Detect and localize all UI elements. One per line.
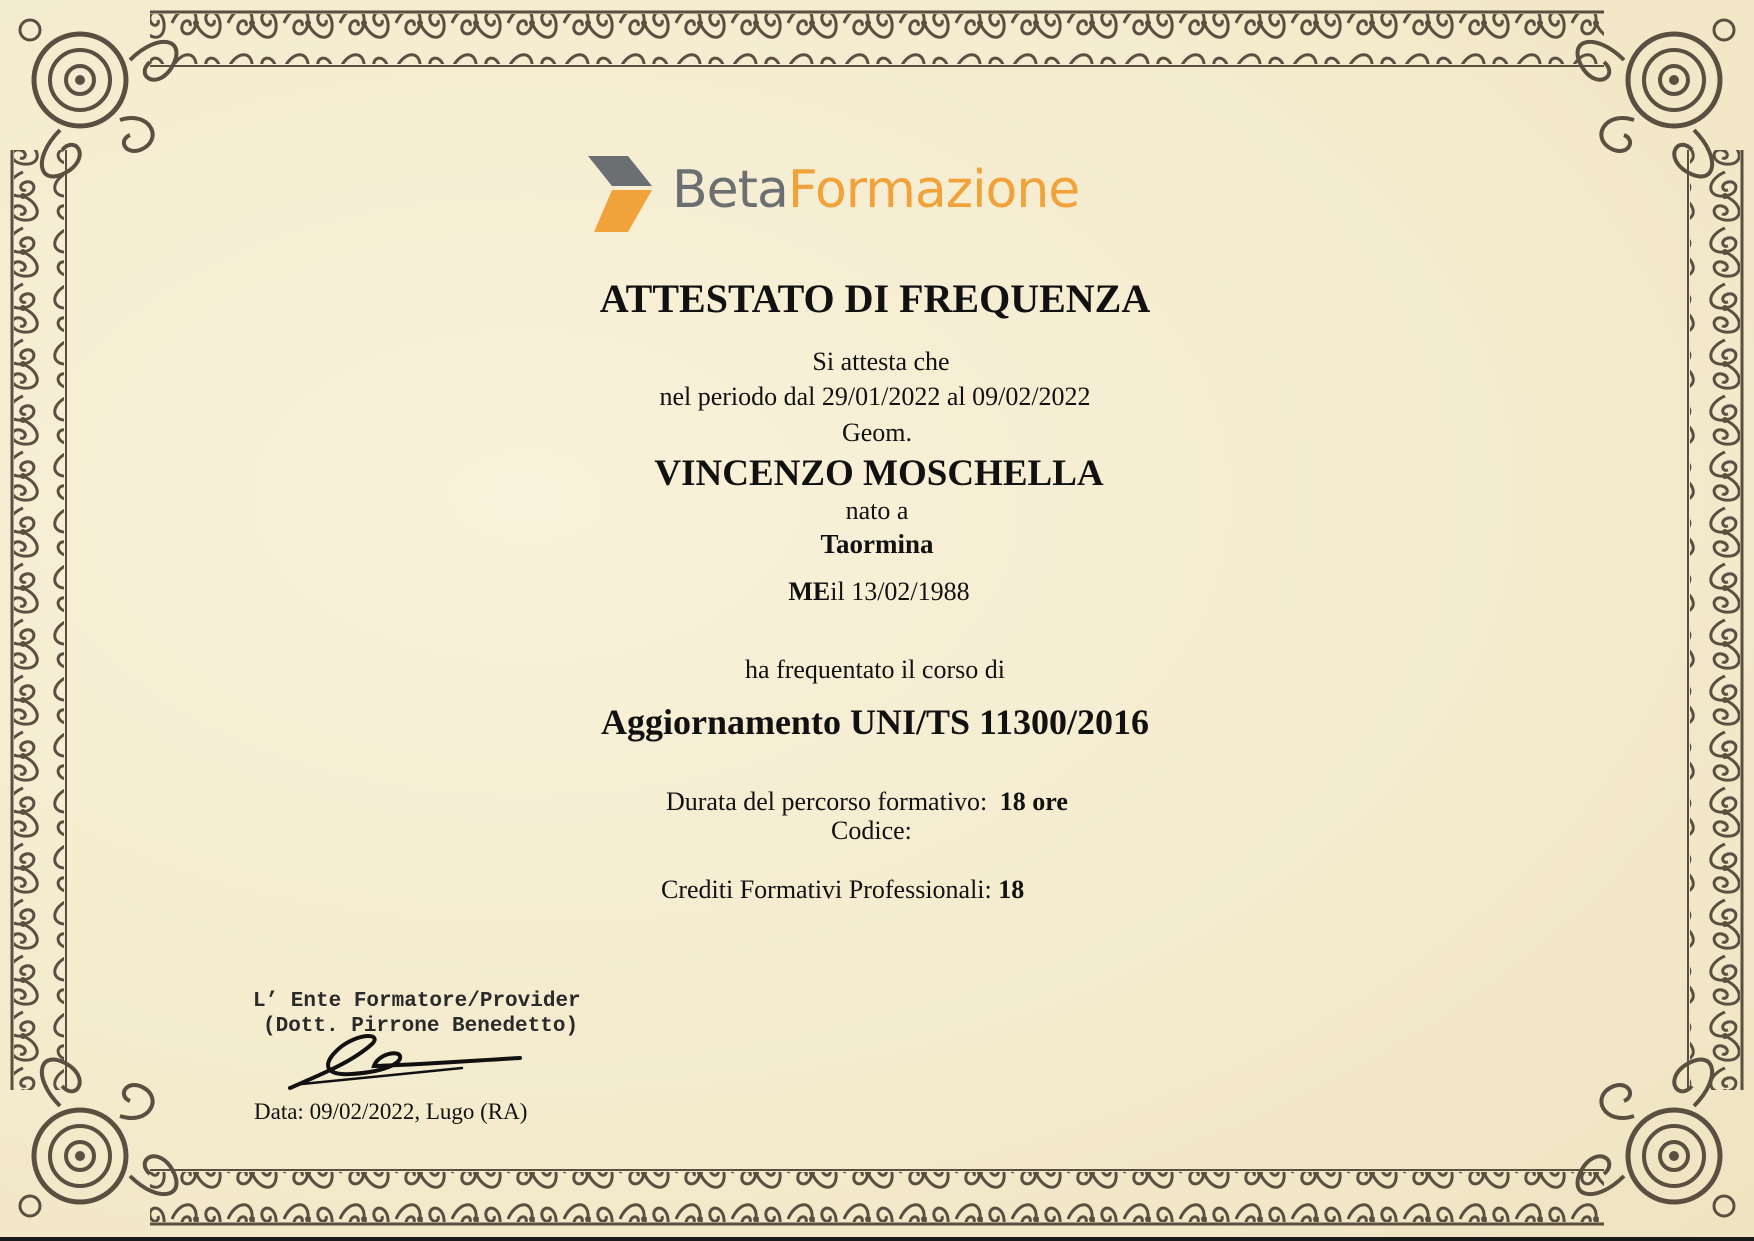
date-from: 29/01/2022 — [821, 382, 941, 411]
certificate-title: ATTESTATO DI FREQUENZA — [599, 276, 1151, 321]
duration-label: Durata del percorso formativo: — [666, 787, 988, 816]
issue-date: 09/02/2022 — [309, 1099, 415, 1124]
handwritten-signature — [282, 1024, 542, 1094]
birth-date: 13/02/1988 — [851, 577, 970, 606]
logo-text-formazione: Formazione — [787, 160, 1080, 220]
logo-text-beta: Beta — [672, 160, 788, 220]
date-label: Data: — [254, 1099, 304, 1124]
code-label: Codice: — [831, 816, 912, 845]
credits-value: 18 — [998, 875, 1025, 904]
credits-line — [661, 875, 1024, 905]
province: ME — [788, 577, 831, 606]
betaformazione-logo — [580, 150, 1140, 240]
date-to: 09/02/2022 — [972, 382, 1091, 411]
il-label: il — [830, 577, 845, 606]
recipient-name: VINCENZO MOSCHELLA — [654, 453, 1104, 494]
course-name: Aggiornamento UNI/TS 11300/2016 — [600, 702, 1150, 742]
page-bottom-edge — [0, 1237, 1754, 1241]
issue-date-line — [254, 1099, 527, 1125]
birth-line — [2, 577, 1754, 607]
logo-wordmark — [672, 160, 1079, 220]
course-intro: ha frequentato il corso di — [745, 655, 1005, 684]
duration-value: 18 ore — [999, 787, 1068, 816]
provider-line-1: L’ Ente Formatore/Provider — [253, 990, 581, 1013]
period-line — [0, 382, 1752, 412]
provider-line-2: (Dott. Pirrone Benedetto) — [263, 1015, 579, 1038]
logo-chevron-icon — [580, 154, 670, 234]
al-label: al — [946, 382, 966, 411]
credits-label: Crediti Formativi Professionali: — [661, 875, 992, 904]
period-label: nel periodo dal — [659, 382, 816, 411]
honorific: Geom. — [841, 418, 913, 447]
nato-a-label: nato a — [845, 496, 909, 525]
duration-line — [666, 787, 1068, 817]
issue-location: , Lugo (RA) — [414, 1099, 528, 1124]
birthplace: Taormina — [820, 529, 934, 559]
attesta-text: Si attesta che — [812, 347, 950, 376]
